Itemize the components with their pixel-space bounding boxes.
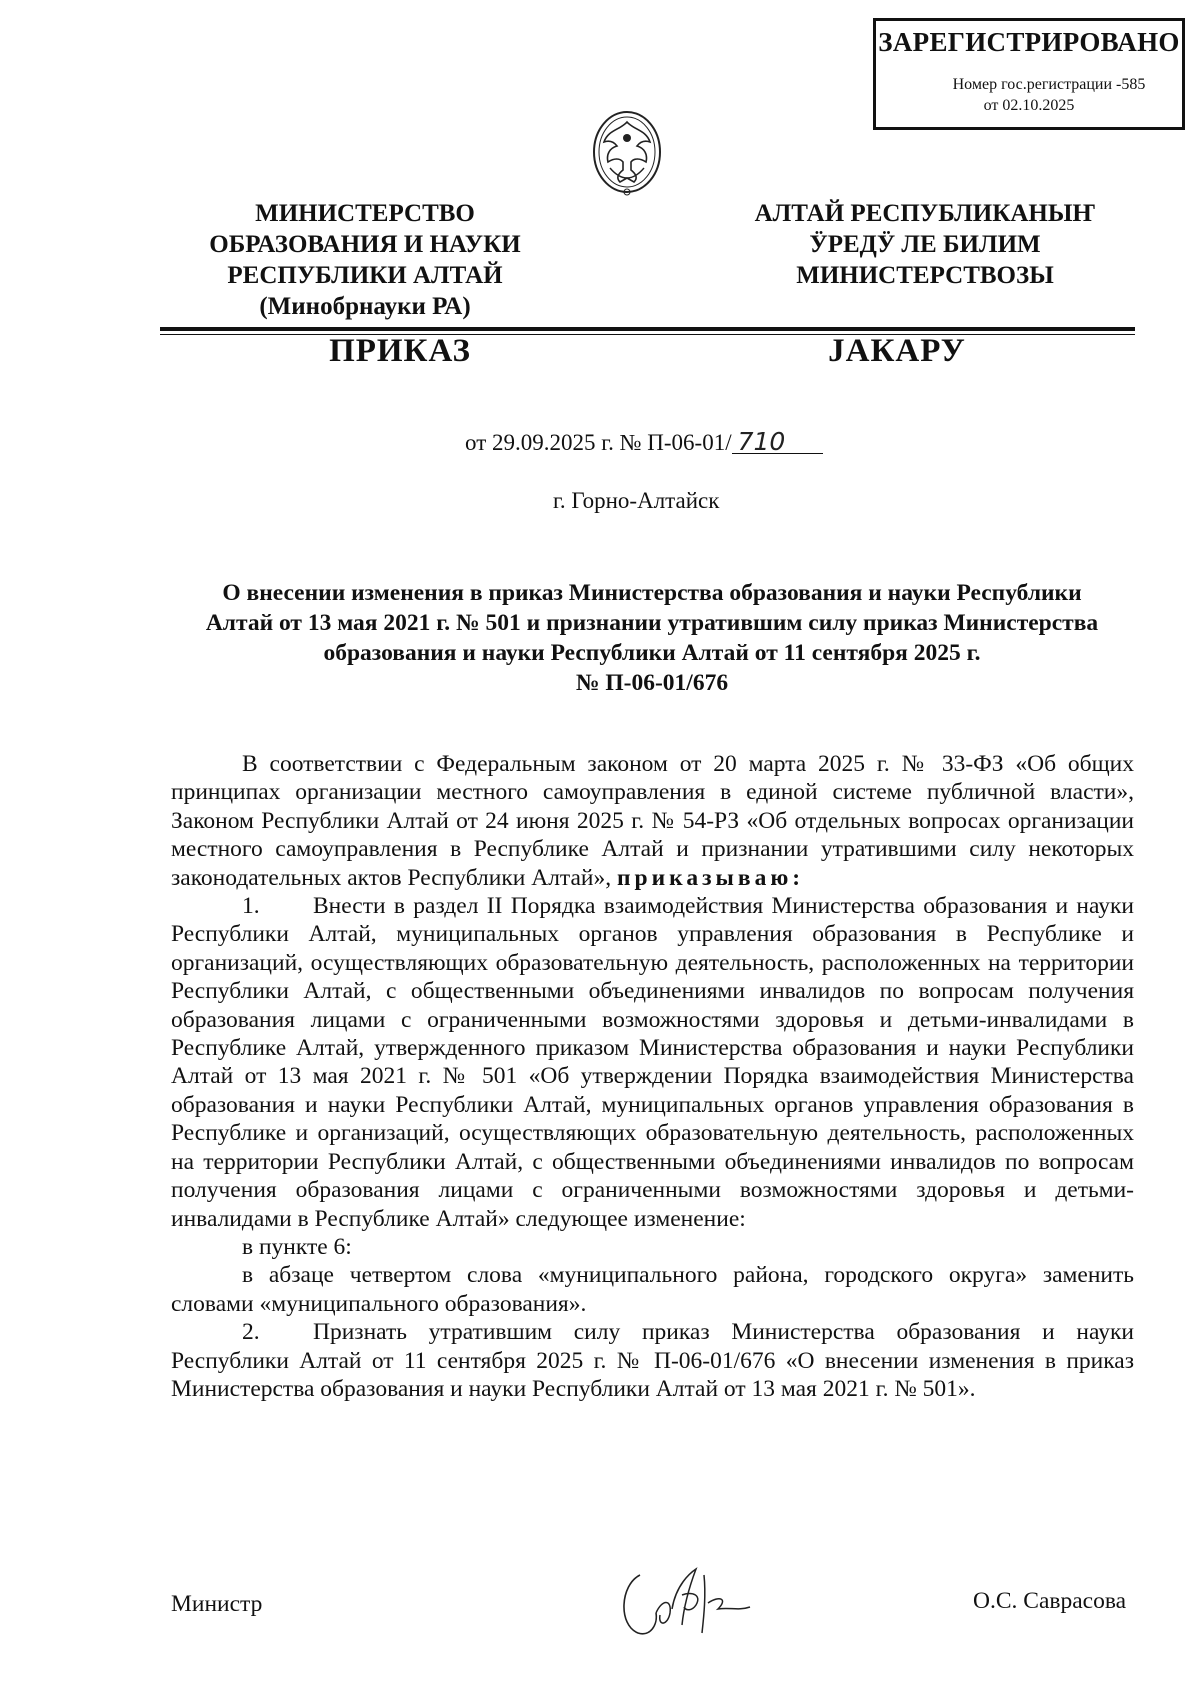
item-2-paragraph [171,1318,1134,1403]
item-1-number: 1. [242,893,260,920]
signatory-name: О.С. Саврасова [973,1588,1127,1614]
altai-emblem-icon [590,108,664,204]
header-left-line: МИНИСТЕРСТВО [255,200,475,227]
item-1-paragraph [171,892,1134,1233]
header-left-line: ОБРАЗОВАНИЯ И НАУКИ [209,231,521,258]
order-label-russian: ПРИКАЗ [329,333,471,369]
signatory-title: Министр [171,1591,263,1617]
registration-stamp [873,18,1185,130]
order-date-number [465,427,823,456]
header-right-line: МИНИСТЕРСТВОЗЫ [796,262,1054,289]
preamble-paragraph [171,750,1134,892]
sub-item-1: в пункте 6: [242,1233,352,1260]
item-2-text: Признать утратившим силу приказ Министерства образования и науки Республики Алтай от 11 сентября 2025 г. № П-06-01/676 «О внесении изменения в приказ Министерства образования и науки Республики Алтай от 13 мая 2021 г. № 501». [171,1319,1134,1402]
header-divider-thick [160,327,1135,331]
item-2-number: 2. [242,1319,260,1346]
stamp-title: ЗАРЕГИСТРИРОВАНО [878,27,1180,57]
header-left-line: РЕСПУБЛИКИ АЛТАЙ [227,262,503,289]
sub-item-2: в абзаце четвертом слова «муниципального района, городского округа» заменить словами «муниципального образования». [171,1262,1134,1317]
handwritten-order-number: 710 [732,431,823,454]
stamp-reg-date: от 02.10.2025 [983,97,1075,114]
order-label-altai: JАКАРУ [828,333,966,369]
order-body [171,750,1134,1403]
item-1-text: Внести в раздел II Порядка взаимодействия Министерства образования и науки Республики Алтай, муниципальных органов управления образования в Республике и организаций, осуществляющих образовательную деятельность, расположенных на территории Республики Алтай, с общественными объединениями инвалидов по вопросам получения образования лицами с ограниченными возможностями здоровья и детьми-инвалидами в Республике Алтай, утвержденного приказом Министерства образования и науки Республики Алтай от 13 мая 2021 г. № 501 «Об утверждении Порядка взаимодействия Министерства образования и науки Республики Алтай, муниципальных органов управления образования в Республике и организаций, осуществляющих образовательную деятельность, расположенных на территории Республики Алтай, с общественными объединениями инвалидов по вопросам получения образования лицами с ограниченными возможностями здоровья и детьми-инвалидами в Республике Алтай» следующее изменение: [171,893,1134,1232]
title-line: О внесении изменения в приказ Министерства образования и науки Республики [222,580,1082,606]
order-city: г. Горно-Алтайск [553,488,720,513]
handwritten-signature-icon [610,1555,770,1645]
title-line: Алтай от 13 мая 2021 г. № 501 и признании утратившим силу приказ Министерства [205,610,1099,636]
ministry-name-altai [735,198,1115,291]
preamble-text: В соответствии с Федеральным законом от 20 марта 2025 г. № 33-ФЗ «Об общих принципах организации местного самоуправления в единой системе публичной власти», Законом Республики Алтай от 24 июня 2025 г. № 54-РЗ «Об отдельных вопросах организации местного самоуправления в Республике Алтай и признании утратившими силу некоторых законодательных актов Республики Алтай», [171,751,1134,891]
order-date-prefix: от 29.09.2025 г. № П-06-01/ [465,430,732,455]
ministry-name-russian [200,198,530,322]
header-right-line: ӰРЕДӰ ЛЕ БИЛИМ [809,231,1041,258]
stamp-reg-number: Номер гос.регистрации -585 [952,76,1146,93]
header-right-line: АЛТАЙ РЕСПУБЛИКАНЫҤ [754,200,1096,227]
order-word: приказываю: [617,864,805,891]
title-line: образования и науки Республики Алтай от 11 сентября 2025 г. [323,640,981,666]
order-title [172,578,1132,698]
title-line: № П-06-01/676 [575,670,729,696]
header-left-line: (Минобрнауки РА) [259,293,471,320]
